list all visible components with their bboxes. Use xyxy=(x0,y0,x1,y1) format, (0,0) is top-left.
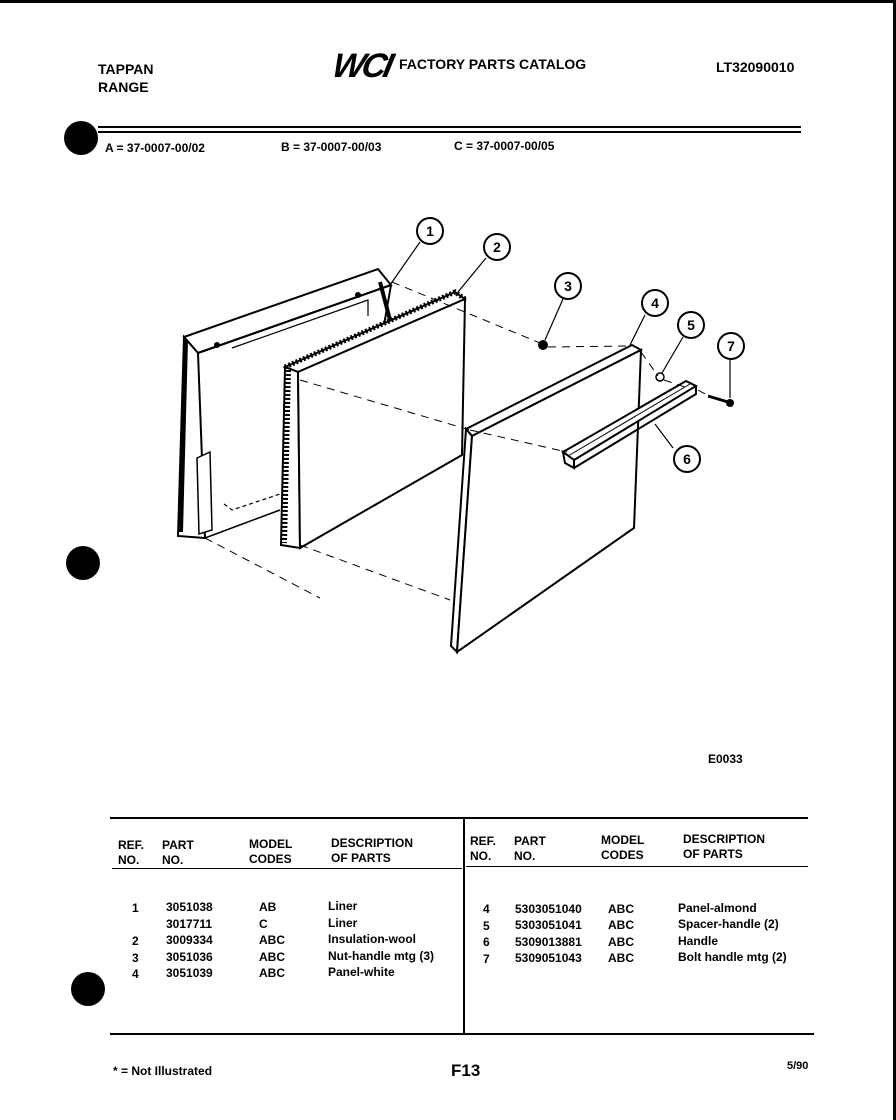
model-cell: C xyxy=(259,917,268,931)
part-cell: 5309013881 xyxy=(515,935,582,949)
ref-cell: 1 xyxy=(132,901,139,915)
panel-part xyxy=(451,345,641,652)
part-cell: 3009334 xyxy=(166,933,213,947)
figure-code: E0033 xyxy=(708,752,743,766)
desc-cell: Spacer-handle (2) xyxy=(678,917,779,931)
brand-line-1: TAPPAN xyxy=(98,61,154,77)
model-cell: ABC xyxy=(259,950,285,964)
callout-label-2: 2 xyxy=(493,239,501,255)
desc-cell: Handle xyxy=(678,934,719,948)
ref-cell: 7 xyxy=(483,952,490,966)
model-code-a: A = 37-0007-00/02 xyxy=(105,141,205,155)
page-number: F13 xyxy=(451,1061,481,1080)
ref-cell: 4 xyxy=(132,967,139,981)
wci-logo: WCI xyxy=(329,47,395,85)
callout-label-7: 7 xyxy=(727,338,735,354)
desc-cell: Liner xyxy=(328,916,358,930)
model-cell: ABC xyxy=(608,935,634,949)
header-desc-right: DESCRIPTION OF PARTS xyxy=(683,832,766,861)
callout-label-6: 6 xyxy=(683,451,691,467)
catalog-id: LT32090010 xyxy=(716,59,795,75)
header-model-right: MODEL CODES xyxy=(601,833,645,862)
part-cell: 5309051043 xyxy=(515,951,582,965)
header-ref-right: REF. NO. xyxy=(470,834,497,863)
desc-cell: Liner xyxy=(328,899,358,913)
part-cell: 5303051041 xyxy=(515,918,582,932)
callout-label-3: 3 xyxy=(564,278,572,294)
callout-label-1: 1 xyxy=(426,223,434,239)
callout-label-5: 5 xyxy=(687,317,695,333)
desc-cell: Panel-almond xyxy=(678,901,757,915)
model-cell: ABC xyxy=(259,966,285,980)
ref-cell: 6 xyxy=(483,935,490,949)
model-cell: ABC xyxy=(608,951,634,965)
part-cell: 3051036 xyxy=(166,950,213,964)
part-cell: 3017711 xyxy=(166,917,213,931)
part-cell: 5303051040 xyxy=(515,902,582,916)
brand-line-2: RANGE xyxy=(98,79,149,95)
model-code-b: B = 37-0007-00/03 xyxy=(281,140,382,154)
callout-label-4: 4 xyxy=(651,295,659,311)
model-cell: AB xyxy=(259,900,277,914)
ref-cell: 3 xyxy=(132,951,139,965)
ref-cell: 5 xyxy=(483,919,490,933)
table-top-rule xyxy=(110,817,808,819)
desc-cell: Insulation-wool xyxy=(328,932,416,946)
header-model-left: MODEL CODES xyxy=(249,837,293,866)
revision-date: 5/90 xyxy=(787,1060,809,1072)
header-desc-left: DESCRIPTION OF PARTS xyxy=(331,836,414,865)
model-cell: ABC xyxy=(608,902,634,916)
desc-cell: Bolt handle mtg (2) xyxy=(678,950,787,964)
header-part-right: PART NO. xyxy=(514,834,546,863)
right-header-rule xyxy=(466,866,808,867)
left-header-rule xyxy=(112,868,462,869)
catalog-title: FACTORY PARTS CATALOG xyxy=(399,56,587,72)
header-part-left: PART NO. xyxy=(162,838,194,867)
model-cell: ABC xyxy=(608,918,634,932)
desc-cell: Nut-handle mtg (3) xyxy=(328,949,434,963)
not-illustrated-note: * = Not Illustrated xyxy=(113,1064,213,1078)
table-divider xyxy=(463,818,465,1033)
header-ref-left: REF. NO. xyxy=(118,838,145,867)
desc-cell: Panel-white xyxy=(328,965,395,979)
part-cell: 3051038 xyxy=(166,900,213,914)
table-bottom-rule xyxy=(110,1033,814,1035)
ref-cell: 4 xyxy=(483,902,490,916)
ref-cell: 2 xyxy=(132,934,139,948)
part-cell: 3051039 xyxy=(166,966,213,980)
model-cell: ABC xyxy=(259,933,285,947)
model-code-c: C = 37-0007-00/05 xyxy=(454,139,555,153)
